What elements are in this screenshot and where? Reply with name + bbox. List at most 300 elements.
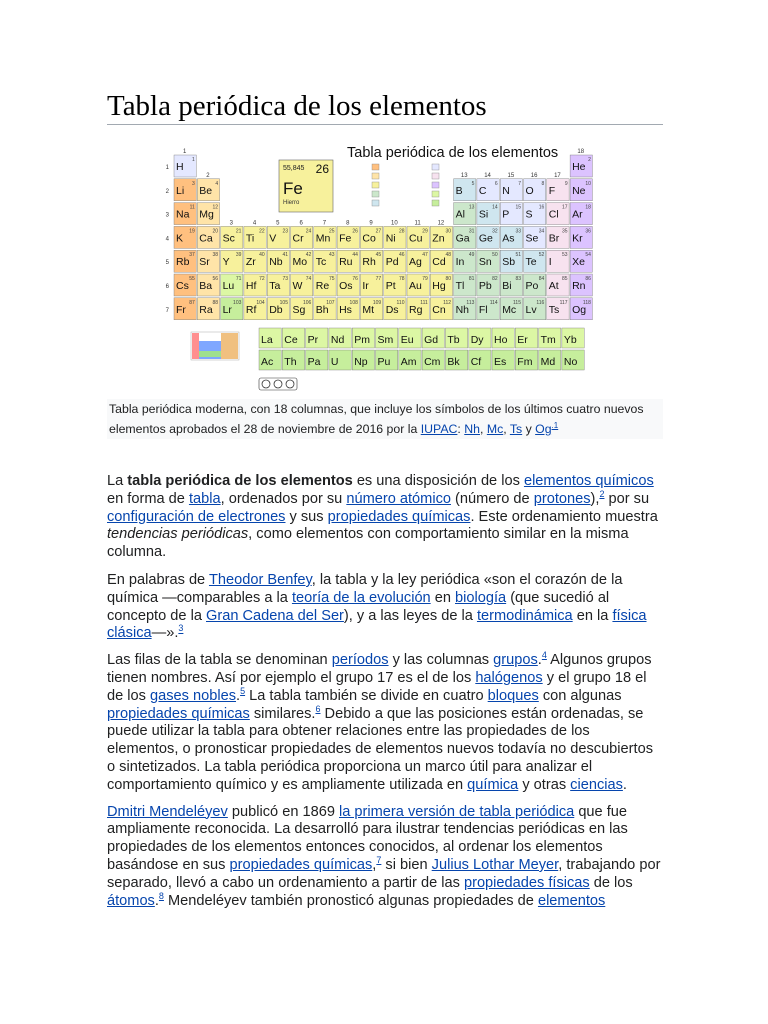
element-symbol: Ts bbox=[548, 303, 560, 316]
element-symbol: Se bbox=[525, 232, 539, 245]
element-symbol: Ta bbox=[269, 280, 281, 292]
reference-link[interactable]: 5 bbox=[240, 685, 246, 696]
italic-term: tendencias periódicas bbox=[107, 526, 249, 543]
text: de los bbox=[589, 874, 633, 891]
text: si bien bbox=[381, 856, 432, 873]
element-number: 22 bbox=[259, 228, 265, 235]
link-propiedades-quimicas[interactable]: propiedades químicas bbox=[229, 856, 373, 873]
element-number: 30 bbox=[445, 228, 452, 235]
link-atomos[interactable]: átomos bbox=[107, 892, 155, 909]
link-tabla[interactable]: tabla bbox=[188, 490, 221, 507]
reference-link[interactable]: 2 bbox=[599, 488, 605, 499]
element-number: 75 bbox=[329, 276, 335, 282]
element-symbol: Sb bbox=[502, 256, 516, 269]
example-symbol: Fe bbox=[283, 179, 303, 198]
element-number: 53 bbox=[562, 252, 568, 259]
page-title: Tabla periódica de los elementos bbox=[107, 90, 487, 122]
element-number: 106 bbox=[302, 299, 312, 306]
element-symbol: Tl bbox=[455, 280, 465, 292]
element-number: 12 bbox=[212, 204, 219, 211]
element-symbol: Rg bbox=[409, 303, 423, 316]
element-symbol: Fl bbox=[478, 303, 488, 316]
element-symbol: Cs bbox=[176, 280, 189, 292]
element-number: 39 bbox=[235, 252, 242, 259]
link-elementos[interactable]: elementos bbox=[537, 892, 606, 909]
element-symbol: Cu bbox=[409, 232, 423, 245]
example-mass: 55,845 bbox=[283, 165, 305, 172]
link-lothar-meyer[interactable]: Julius Lothar Meyer bbox=[431, 856, 559, 873]
text: Mendeléyev también pronosticó algunas propiedades de bbox=[163, 892, 538, 909]
element-number: 15 bbox=[515, 204, 521, 211]
element-number: 112 bbox=[443, 299, 452, 306]
text: ), bbox=[590, 490, 600, 507]
link-teoria-evolucion[interactable]: teoría de la evolución bbox=[291, 589, 431, 606]
element-symbol: Cm bbox=[424, 356, 441, 368]
group-label: 5 bbox=[276, 220, 280, 227]
group-label: 1 bbox=[182, 149, 187, 155]
element-number: 32 bbox=[492, 228, 498, 235]
element-symbol: Fm bbox=[517, 356, 533, 368]
element-symbol: Tb bbox=[447, 334, 460, 346]
element-number: 5 bbox=[471, 180, 475, 187]
group-label: 8 bbox=[346, 220, 350, 227]
link-primera-version[interactable]: la primera versión de tabla periódica bbox=[339, 803, 575, 820]
text: por su bbox=[604, 490, 650, 507]
element-symbol: Fe bbox=[339, 232, 352, 245]
text: que fue ampliamente reconocida. La desarrolló para ilustrar tendencias periódicas en las propiedades de los elementos entonces conocidos, al ordenar los elementos basándose en sus bbox=[107, 803, 628, 873]
text: publicó en 1869 bbox=[227, 803, 340, 820]
text: , bbox=[372, 856, 377, 873]
element-number: 20 bbox=[212, 228, 219, 235]
group-label: 2 bbox=[206, 172, 210, 179]
element-symbol: Sr bbox=[199, 256, 210, 269]
element-number: 42 bbox=[305, 252, 312, 259]
bold-term: tabla periódica de los elementos bbox=[127, 473, 353, 489]
paragraph-filas bbox=[107, 652, 663, 794]
element-symbol: Cl bbox=[548, 208, 559, 221]
element-symbol: Mt bbox=[362, 303, 375, 316]
element-symbol: Si bbox=[478, 208, 489, 221]
element-symbol: Cf bbox=[470, 356, 482, 368]
group-label: 14 bbox=[484, 172, 491, 179]
element-number: 28 bbox=[398, 228, 405, 235]
element-symbol: Bi bbox=[502, 280, 512, 292]
element-number: 115 bbox=[513, 299, 521, 306]
caption-text: : bbox=[457, 422, 465, 436]
element-symbol: Es bbox=[494, 356, 507, 368]
period-label: 2 bbox=[165, 188, 169, 195]
article-body bbox=[107, 473, 663, 919]
group-label: 18 bbox=[577, 149, 585, 155]
element-number: 29 bbox=[422, 228, 428, 235]
element-number: 85 bbox=[562, 276, 568, 282]
element-symbol: Tc bbox=[315, 256, 327, 269]
block-p bbox=[221, 333, 238, 359]
legend-swatch bbox=[432, 164, 439, 170]
element-number: 36 bbox=[585, 228, 591, 235]
link-bloques[interactable]: bloques bbox=[487, 687, 539, 704]
group-label: 10 bbox=[391, 220, 398, 227]
element-symbol: Lu bbox=[222, 280, 235, 292]
group-label: 4 bbox=[252, 220, 257, 227]
text: en bbox=[430, 589, 456, 606]
element-number: 13 bbox=[468, 204, 475, 211]
text: Las filas de la tabla se denominan bbox=[107, 652, 332, 669]
element-symbol: Yb bbox=[563, 334, 577, 346]
element-symbol: Rn bbox=[572, 280, 586, 292]
link-gran-cadena[interactable]: Gran Cadena del Ser bbox=[206, 607, 344, 624]
text: en forma de bbox=[107, 490, 189, 507]
element-number: 3 bbox=[192, 180, 195, 187]
element-number: 21 bbox=[235, 228, 242, 235]
element-symbol: V bbox=[269, 232, 277, 245]
element-number: 71 bbox=[235, 276, 242, 282]
link-elementos-quimicos[interactable]: elementos químicos bbox=[523, 473, 654, 489]
element-number: 18 bbox=[585, 204, 591, 211]
group-label: 16 bbox=[530, 172, 538, 179]
group-label: 17 bbox=[554, 172, 561, 179]
element-symbol: He bbox=[572, 161, 586, 173]
element-number: 8 bbox=[541, 180, 545, 187]
element-number: 118 bbox=[582, 299, 591, 306]
element-symbol: Zn bbox=[432, 232, 445, 245]
element-number: 88 bbox=[212, 299, 219, 306]
element-number: 4 bbox=[215, 180, 219, 187]
element-number: 82 bbox=[492, 276, 498, 282]
element-symbol: Cn bbox=[432, 303, 446, 316]
element-symbol: No bbox=[563, 356, 578, 368]
element-number: 110 bbox=[396, 299, 405, 306]
link-quimica[interactable]: química bbox=[467, 776, 519, 793]
element-symbol: Hg bbox=[432, 280, 446, 292]
period-label: 3 bbox=[165, 212, 169, 219]
element-number: 41 bbox=[282, 252, 288, 259]
element-number: 7 bbox=[518, 180, 521, 187]
link-fisica-clasica[interactable]: física clásica bbox=[107, 607, 647, 642]
group-label: 11 bbox=[414, 220, 421, 227]
element-symbol: Re bbox=[315, 280, 330, 292]
legend-swatch bbox=[372, 182, 379, 188]
element-number: 24 bbox=[305, 228, 312, 235]
element-symbol: Mn bbox=[315, 232, 331, 245]
element-symbol: Au bbox=[409, 280, 422, 292]
element-symbol: Er bbox=[517, 334, 528, 346]
element-symbol: F bbox=[548, 184, 556, 197]
element-symbol: B bbox=[455, 184, 463, 197]
element-symbol: Lr bbox=[222, 303, 232, 316]
element-number: 1 bbox=[192, 157, 195, 163]
caption-text: Tabla periódica moderna, con 18 columnas, que incluye los símbolos de los últimos cuatro nuevos elementos aprobados el 28 de noviembre de 2016 por la bbox=[109, 402, 644, 436]
element-number: 19 bbox=[189, 228, 195, 235]
link-theodor-benfey[interactable]: Theodor Benfey bbox=[208, 571, 312, 588]
element-symbol: Eu bbox=[400, 334, 414, 346]
element-symbol: Ga bbox=[455, 232, 470, 245]
period-label: 1 bbox=[165, 165, 169, 171]
element-symbol: Ds bbox=[385, 303, 399, 316]
link-numero-atomico[interactable]: número atómico bbox=[346, 490, 451, 507]
element-number: 81 bbox=[468, 276, 475, 282]
element-symbol: Th bbox=[284, 356, 297, 368]
element-number: 45 bbox=[375, 252, 382, 259]
element-symbol: Pm bbox=[354, 334, 370, 346]
element-number: 80 bbox=[445, 276, 452, 282]
block-s bbox=[192, 333, 199, 359]
table-title: Tabla periódica de los elementos bbox=[347, 145, 559, 161]
figure-caption bbox=[107, 399, 663, 439]
element-number: 117 bbox=[559, 299, 568, 306]
text: . bbox=[236, 687, 241, 704]
element-symbol: Cr bbox=[292, 232, 304, 245]
link-og[interactable]: Og bbox=[535, 422, 552, 436]
element-symbol: Ra bbox=[199, 303, 213, 316]
element-number: 25 bbox=[329, 228, 335, 235]
element-number: 84 bbox=[538, 276, 545, 282]
element-number: 109 bbox=[372, 299, 382, 306]
element-symbol: Sm bbox=[377, 334, 394, 346]
link-propiedades-quimicas[interactable]: propiedades químicas bbox=[107, 705, 250, 722]
element-number: 16 bbox=[538, 204, 545, 211]
group-label: 6 bbox=[299, 220, 303, 227]
element-number: 86 bbox=[585, 276, 591, 282]
element-symbol: Ce bbox=[284, 334, 298, 346]
element-number: 74 bbox=[305, 276, 312, 282]
reference-link[interactable]: 4 bbox=[541, 650, 547, 661]
link-biologia[interactable]: biología bbox=[455, 589, 507, 606]
element-number: 78 bbox=[398, 276, 405, 282]
period-label: 4 bbox=[165, 236, 169, 243]
group-label: 12 bbox=[437, 220, 445, 227]
element-symbol: Dy bbox=[470, 334, 484, 346]
text: La tabla también se divide en cuatro bbox=[245, 687, 488, 704]
element-number: 10 bbox=[585, 180, 591, 187]
element-symbol: Ho bbox=[494, 334, 508, 346]
element-symbol: Lv bbox=[525, 303, 537, 316]
element-symbol: In bbox=[455, 256, 465, 269]
link-nh[interactable]: Nh bbox=[464, 422, 480, 436]
element-number: 72 bbox=[259, 276, 265, 282]
element-symbol: Rh bbox=[362, 256, 376, 269]
element-symbol: Kr bbox=[572, 232, 583, 245]
text: , la tabla y la ley periódica «son el corazón de la química —comparables a la bbox=[107, 571, 623, 606]
element-symbol: Nd bbox=[330, 334, 345, 346]
element-symbol: N bbox=[502, 184, 510, 197]
element-symbol: As bbox=[502, 232, 515, 245]
element-symbol: Pr bbox=[307, 334, 319, 346]
element-number: 14 bbox=[492, 204, 498, 211]
text: , como elementos con comportamiento similar en la misma columna. bbox=[107, 526, 629, 561]
element-number: 111 bbox=[420, 299, 428, 306]
link-protones[interactable]: protones bbox=[533, 490, 591, 507]
legend-swatch bbox=[432, 191, 439, 197]
element-symbol: Sg bbox=[292, 303, 306, 316]
element-symbol: Md bbox=[540, 356, 556, 368]
element-symbol: Pu bbox=[377, 356, 391, 368]
element-number: 43 bbox=[329, 252, 335, 259]
element-symbol: Nh bbox=[455, 303, 470, 316]
link-propiedades-quimicas[interactable]: propiedades químicas bbox=[327, 508, 471, 525]
element-number: 6 bbox=[494, 180, 498, 187]
element-number: 54 bbox=[585, 252, 591, 259]
element-number: 35 bbox=[562, 228, 568, 235]
element-number: 77 bbox=[375, 276, 382, 282]
link-ts[interactable]: Ts bbox=[509, 422, 523, 436]
element-symbol: Be bbox=[199, 184, 213, 197]
element-symbol: Sc bbox=[222, 232, 235, 245]
text: similares. bbox=[249, 705, 316, 722]
element-number: 76 bbox=[352, 276, 358, 282]
element-symbol: S bbox=[525, 208, 533, 221]
text: . Este ordenamiento muestra bbox=[470, 508, 658, 525]
element-number: 34 bbox=[538, 228, 545, 235]
example-name: Hierro bbox=[283, 200, 300, 206]
text: . bbox=[154, 892, 159, 909]
paragraph-benfey bbox=[107, 572, 663, 643]
element-symbol: Li bbox=[176, 184, 185, 197]
element-number: 50 bbox=[492, 252, 498, 259]
link-grupos[interactable]: grupos bbox=[493, 652, 538, 669]
text: Algunos grupos tienen nombres. Así por ejemplo el grupo 17 es el de los bbox=[107, 652, 652, 686]
element-number: 107 bbox=[326, 299, 335, 306]
element-number: 33 bbox=[515, 228, 521, 235]
element-number: 23 bbox=[282, 228, 288, 235]
text: , ordenados por su bbox=[220, 490, 347, 507]
link-termodinamica[interactable]: termodinámica bbox=[476, 607, 573, 624]
legend-swatch bbox=[432, 173, 439, 179]
element-symbol: Ti bbox=[245, 232, 255, 245]
element-symbol: Zr bbox=[245, 256, 256, 269]
element-number: 79 bbox=[422, 276, 428, 282]
element-number: 26 bbox=[352, 228, 358, 235]
text: , trabajando por separado, llevó a cabo un ordenamiento a partir de las bbox=[107, 856, 661, 891]
link-mc[interactable]: Mc bbox=[486, 422, 504, 436]
link-halogenos[interactable]: halógenos bbox=[475, 669, 543, 686]
group-label: 13 bbox=[460, 172, 468, 179]
element-number: 49 bbox=[468, 252, 475, 259]
link-periodos[interactable]: períodos bbox=[331, 652, 389, 669]
element-symbol: Po bbox=[525, 280, 539, 292]
caption-text: , bbox=[479, 422, 487, 436]
element-symbol: Os bbox=[339, 280, 353, 292]
element-number: 116 bbox=[536, 299, 545, 306]
element-symbol: Na bbox=[176, 208, 190, 221]
group-label: 7 bbox=[322, 220, 327, 227]
element-number: 87 bbox=[189, 299, 195, 306]
element-number: 46 bbox=[398, 252, 405, 259]
caption-text: y bbox=[522, 422, 536, 436]
link-configuracion-electrones[interactable]: configuración de electrones bbox=[107, 508, 286, 525]
title-divider bbox=[107, 124, 663, 125]
period-label: 5 bbox=[165, 260, 169, 267]
text: y otras bbox=[518, 776, 571, 793]
element-symbol: Mg bbox=[199, 208, 214, 221]
legend-swatch bbox=[372, 200, 379, 206]
link-iupac[interactable]: IUPAC bbox=[420, 422, 458, 436]
legend-swatch bbox=[372, 173, 379, 179]
element-number: 73 bbox=[282, 276, 288, 282]
periodic-table-image[interactable] bbox=[107, 127, 663, 399]
text: . bbox=[622, 776, 627, 793]
link-propiedades-fisicas[interactable]: propiedades físicas bbox=[463, 874, 590, 891]
element-symbol: Bk bbox=[447, 356, 460, 368]
element-symbol: Pd bbox=[385, 256, 399, 269]
element-symbol: Bh bbox=[315, 303, 329, 316]
element-symbol: Ne bbox=[572, 184, 586, 197]
example-number: 26 bbox=[315, 162, 329, 176]
element-symbol: C bbox=[478, 184, 487, 197]
element-number: 108 bbox=[349, 299, 358, 306]
element-number: 38 bbox=[212, 252, 219, 259]
element-symbol: Co bbox=[362, 232, 376, 245]
reference-link[interactable]: .1 bbox=[551, 420, 559, 430]
link-ciencias[interactable]: ciencias bbox=[570, 776, 623, 793]
element-symbol: Rb bbox=[176, 256, 190, 269]
text: —». bbox=[151, 625, 179, 642]
text: en la bbox=[572, 607, 613, 624]
link-mendeleyev[interactable]: Dmitri Mendeléyev bbox=[107, 803, 228, 820]
legend-swatch bbox=[372, 191, 379, 197]
link-gases-nobles[interactable]: gases nobles bbox=[150, 687, 237, 704]
text: y sus bbox=[285, 508, 328, 525]
element-symbol: K bbox=[176, 232, 184, 245]
text: Debido a que las posiciones están ordenadas, se puede utilizar la tabla para obtener relaciones entre las propiedades de los elementos, o pronosticar propiedades de elementos nuevos todavía no descubiertos o sintetizados. La tabla periódica proporciona un marco útil para analizar el comportamiento químico y es ampliamente utilizada en bbox=[107, 705, 653, 793]
element-symbol: Am bbox=[400, 356, 417, 368]
text: . bbox=[537, 652, 542, 669]
element-number: 9 bbox=[564, 180, 568, 187]
element-symbol: Ca bbox=[199, 232, 213, 245]
element-symbol: At bbox=[548, 280, 559, 292]
element-symbol: Rf bbox=[245, 303, 257, 316]
reference-link[interactable]: 7 bbox=[376, 855, 382, 866]
element-symbol: Tm bbox=[540, 334, 556, 346]
element-number: 113 bbox=[466, 299, 475, 306]
element-symbol: La bbox=[261, 334, 273, 346]
period-label: 7 bbox=[165, 307, 169, 314]
element-symbol: U bbox=[330, 356, 339, 368]
element-number: 105 bbox=[279, 299, 288, 306]
text: (que sucedió al concepto de la bbox=[107, 589, 610, 624]
element-symbol: Pt bbox=[385, 280, 396, 292]
element-symbol: Ba bbox=[199, 280, 213, 292]
reference-link[interactable]: 6 bbox=[315, 703, 321, 714]
legend-swatch bbox=[432, 182, 439, 188]
element-symbol: Ac bbox=[261, 356, 274, 368]
element-symbol: Ag bbox=[409, 256, 422, 269]
element-number: 114 bbox=[489, 299, 498, 306]
element-symbol: I bbox=[548, 256, 552, 269]
reference-link[interactable]: 8 bbox=[158, 890, 164, 901]
element-symbol: Mc bbox=[502, 303, 517, 316]
legend-swatch bbox=[432, 200, 439, 206]
element-number: 104 bbox=[256, 299, 265, 306]
element-symbol: Cd bbox=[432, 256, 446, 269]
element-symbol: Br bbox=[548, 232, 560, 245]
element-symbol: Sn bbox=[478, 256, 492, 269]
element-symbol: Ge bbox=[478, 232, 493, 245]
element-symbol: Fr bbox=[176, 303, 186, 316]
element-number: 37 bbox=[189, 252, 195, 259]
element-number: 83 bbox=[515, 276, 521, 282]
element-symbol: Ir bbox=[362, 280, 369, 292]
element-symbol: Db bbox=[269, 303, 283, 316]
element-number: 48 bbox=[445, 252, 452, 259]
element-number: 47 bbox=[422, 252, 428, 259]
element-number: 31 bbox=[468, 228, 475, 235]
caption-text: , bbox=[503, 422, 510, 436]
element-symbol: P bbox=[502, 208, 510, 221]
element-symbol: Hs bbox=[339, 303, 352, 316]
text: (número de bbox=[450, 490, 534, 507]
reference-link[interactable]: 3 bbox=[178, 623, 184, 634]
